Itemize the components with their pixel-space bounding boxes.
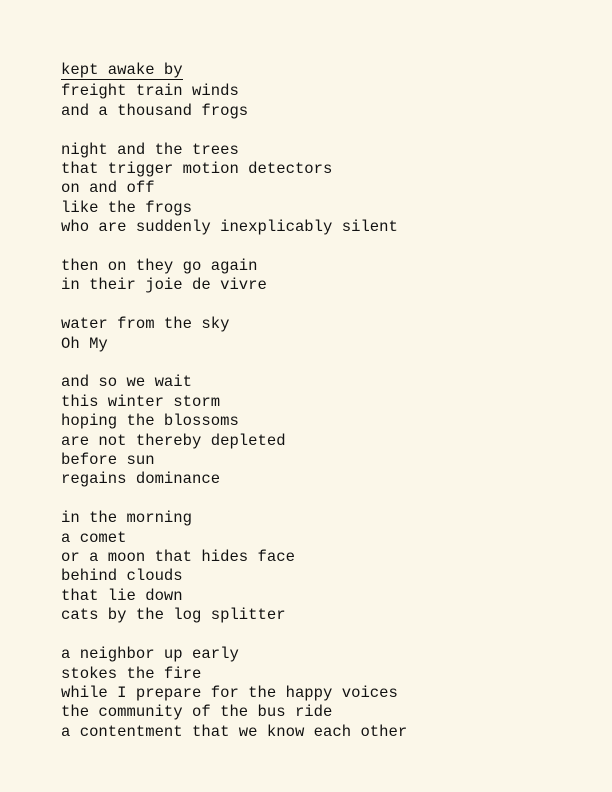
poem-line: night and the trees [61, 140, 239, 159]
stanza-3 [61, 257, 601, 296]
poem-line: like the frogs [61, 198, 193, 217]
poem-line: water from the sky [61, 315, 230, 334]
poem [61, 61, 601, 762]
poem-line: on and off [61, 179, 155, 198]
poem-line: who are suddenly inexplicably silent [61, 218, 398, 237]
stanza-1 [61, 61, 601, 121]
poem-line: in their joie de vivre [61, 276, 267, 295]
poem-line: Oh My [61, 334, 108, 353]
stanza-2 [61, 141, 601, 238]
poem-line: while I prepare for the happy voices [61, 683, 398, 702]
poem-line: or a moon that hides face [61, 548, 295, 567]
poem-line: before sun [61, 451, 155, 470]
poem-line: in the morning [61, 509, 193, 528]
poem-line: a contentment that we know each other [61, 722, 408, 741]
poem-line: hoping the blossoms [61, 412, 239, 431]
poem-first-line: kept awake by [61, 61, 183, 79]
poem-line: a comet [61, 528, 127, 547]
poem-line: and so we wait [61, 373, 193, 392]
stanza-7 [61, 645, 601, 742]
poem-line: then on they go again [61, 257, 258, 276]
stanza-4 [61, 315, 601, 354]
poem-line: behind clouds [61, 567, 183, 586]
poem-line: stokes the fire [61, 664, 202, 683]
poem-line: freight train winds [61, 82, 239, 101]
poem-line: the community of the bus ride [61, 703, 333, 722]
poem-line: that lie down [61, 586, 183, 605]
poem-line: regains dominance [61, 470, 221, 489]
stanza-5 [61, 373, 601, 489]
poem-line: this winter storm [61, 392, 221, 411]
poem-line: that trigger motion detectors [61, 160, 333, 179]
stanza-6 [61, 509, 601, 625]
poem-line: and a thousand frogs [61, 101, 249, 120]
poem-line: are not thereby depleted [61, 431, 286, 450]
poem-line: a neighbor up early [61, 645, 239, 664]
poem-line: cats by the log splitter [61, 606, 286, 625]
